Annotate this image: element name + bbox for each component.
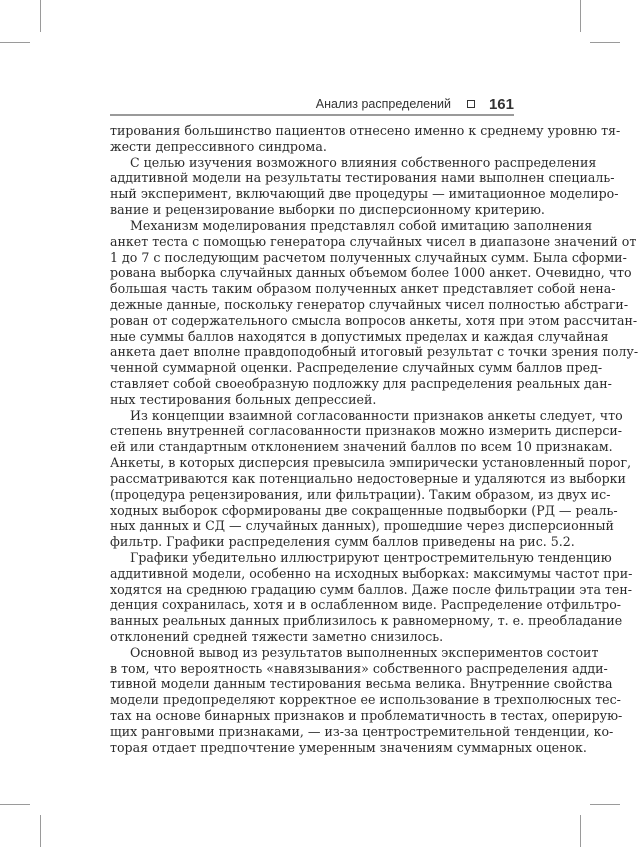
text-line: ченной суммарной оценки. Распределение случайных сумм баллов пред- (110, 360, 603, 376)
text-line: Механизм моделирования представлял собой имитацию заполнения (130, 217, 593, 233)
text-line: ных данных и СД — случайных данных), прошедшие через дисперсионный (110, 518, 614, 534)
crop-mark (40, 0, 41, 32)
text-line: Анкеты, в которых дисперсия превысила эмпирически установленный порог, (110, 455, 632, 471)
text-line: тивной модели данным тестирования весьма велика. Внутренние свойства (110, 676, 613, 692)
text-line: анкета дает вполне правдоподобный итоговый результат с точки зрения полу- (110, 344, 638, 360)
text-line: фильтр. Графики распределения сумм баллов приведены на рис. 5.2. (110, 534, 575, 550)
text-line: аддитивной модели, особенно на исходных выборках: максимумы частот при- (110, 565, 633, 581)
paragraph (110, 154, 619, 218)
text-line: вание и рецензирование выборки по дисперсионному критерию. (110, 202, 545, 218)
crop-mark (590, 42, 620, 43)
text-line: ходятся на среднюю градацию сумм баллов. Даже после фильтрации эта тен- (110, 581, 633, 597)
text-line: ей или стандартным отклонением значений баллов по всем 10 признакам. (110, 439, 613, 455)
text-line: ставляет собой своеобразную подложку для распределения реальных дан- (110, 376, 612, 391)
text-line: Графики убедительно иллюстрируют центростремительную тенденцию (130, 549, 612, 565)
running-header (110, 94, 514, 116)
crop-mark (0, 42, 30, 43)
text-line: дежные данные, поскольку генератор случайных чисел полностью абстраги- (110, 296, 629, 312)
text-line: (процедура рецензирования, или фильтрации). Таким образом, из двух ис- (110, 486, 611, 502)
body-text (110, 123, 638, 756)
paragraph (110, 217, 638, 408)
text-line: ходных выборок сформированы две сокращенные подвыборки (РД — реаль- (110, 502, 618, 518)
crop-mark (590, 804, 620, 805)
crop-mark (40, 815, 41, 847)
text-line: жести депрессивного синдрома. (110, 138, 327, 154)
paragraph (110, 123, 621, 155)
text-line: в том, что вероятность «навязывания» собственного распределения адди- (110, 660, 608, 676)
text-line: модели предопределяют корректное ее использование в трехполюсных тес- (110, 692, 621, 708)
text-line: тах на основе бинарных признаков и проблематичность в тестах, оперирую- (110, 708, 623, 724)
text-line: рована выборка случайных данных объемом более 1000 анкет. Очевидно, что (110, 265, 632, 281)
text-line: С целью изучения возможного влияния собственного распределения (130, 154, 597, 170)
text-line: Из концепции взаимной согласованности признаков анкеты следует, что (130, 407, 623, 423)
paragraph (110, 549, 633, 645)
text-line: анкет теста с помощью генератора случайных чисел в диапазоне значений от (110, 233, 637, 249)
page-number: 161 (488, 95, 514, 113)
text-line: тирования большинство пациентов отнесено именно к среднему уровню тя- (110, 123, 621, 138)
section-title: Анализ распределений (315, 97, 451, 111)
text-line: ных тестирования больных депрессией. (110, 391, 377, 407)
text-line: рован от содержательного смысла вопросов анкеты, хотя при этом рассчитан- (110, 312, 638, 328)
crop-mark (580, 0, 581, 32)
crop-mark (0, 804, 30, 805)
text-line: отклонений средней тяжести заметно снизилось. (110, 629, 444, 644)
text-line: торая отдает предпочтение умеренным значениям суммарных оценок. (110, 739, 587, 755)
square-bullet-icon (467, 100, 475, 108)
text-line: ные суммы баллов находятся в допустимых пределах и каждая случайная (110, 328, 609, 344)
text-line: Основной вывод из результатов выполненных экспериментов состоит (130, 644, 599, 660)
text-line: рассматриваются как потенциально недостоверные и удаляются из выборки (110, 470, 626, 486)
text-line: степень внутренней согласованности признаков можно измерить дисперси- (110, 423, 623, 439)
crop-mark (580, 815, 581, 847)
text-line: денция сохранилась, хотя и в ослабленном виде. Распределение отфильтро- (110, 597, 622, 613)
text-line: большая часть таким образом полученных анкет представляет собой нена- (110, 281, 616, 297)
paragraph (110, 644, 623, 756)
text-line: 1 до 7 с последующим расчетом полученных случайных сумм. Была сформи- (110, 249, 627, 265)
text-line: ный эксперимент, включающий две процедуры — имитационное моделиро- (110, 186, 619, 202)
text-line: щих ранговыми признаками, — из-за центростремительной тенденции, ко- (110, 723, 614, 739)
text-line: аддитивной модели на результаты тестирования нами выполнен специаль- (110, 170, 615, 186)
paragraph (110, 407, 632, 550)
text-line: ванных реальных данных приблизилось к равномерному, т. е. преобладание (110, 613, 623, 629)
